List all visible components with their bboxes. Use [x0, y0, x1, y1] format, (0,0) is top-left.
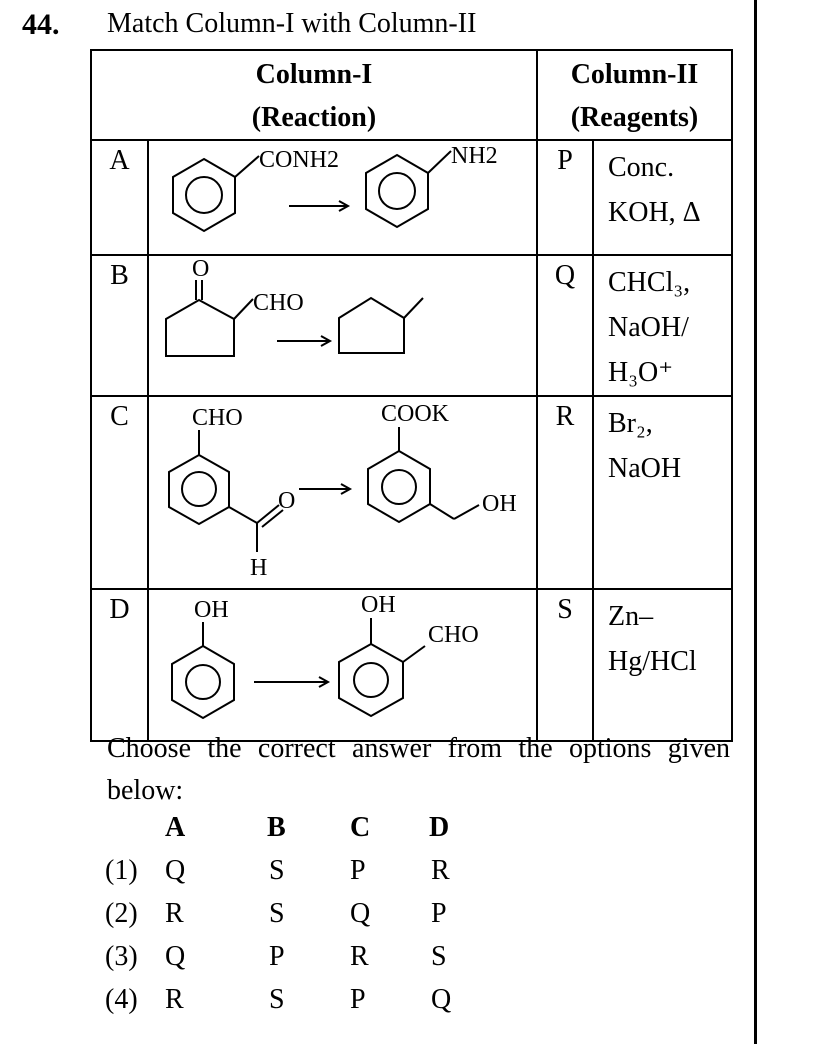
table-row-a — [91, 140, 732, 255]
column-2-header — [537, 50, 732, 140]
bond-line — [234, 299, 253, 319]
aromatic-circle-icon — [354, 663, 388, 697]
options-header: C — [350, 812, 371, 843]
row-label-b: B — [91, 255, 148, 396]
option-value: P — [350, 984, 366, 1015]
row-label-a: A — [91, 140, 148, 255]
option-value: Q — [165, 855, 186, 886]
benzene-ring-icon — [169, 455, 229, 524]
instruction-text: Choose the correct answer from the options given below: — [107, 733, 730, 806]
aromatic-circle-icon — [186, 177, 222, 213]
column-1-header — [91, 50, 537, 140]
reactant-group-label: OH — [194, 597, 229, 623]
hydrogen-label: H — [250, 555, 268, 581]
option-value: Q — [165, 941, 186, 972]
options-header: A — [165, 812, 186, 843]
row-label-c: C — [91, 396, 148, 589]
reagent-line: Conc. — [608, 152, 675, 183]
benzene-ring-icon — [339, 644, 403, 716]
reaction-d-structure — [149, 590, 538, 742]
reagent-line: NaOH — [608, 453, 682, 484]
bond-line — [229, 507, 257, 523]
option-value: S — [269, 898, 285, 929]
benzene-ring-icon — [366, 155, 428, 227]
aromatic-circle-icon — [186, 665, 220, 699]
reagent-s — [593, 589, 732, 741]
aromatic-circle-icon — [182, 472, 216, 506]
reagent-letter-q: Q — [537, 255, 593, 396]
bond-line — [404, 298, 423, 318]
option-value: R — [165, 898, 184, 929]
column-1-subtitle: (Reaction) — [251, 102, 377, 133]
option-value: P — [350, 855, 366, 886]
option-value: P — [431, 898, 447, 929]
option-number: (2) — [105, 898, 138, 929]
option-value: R — [431, 855, 450, 886]
question-number: 44. — [22, 8, 60, 41]
reagent-letter-p: P — [537, 140, 593, 255]
bond-line — [454, 505, 479, 519]
row-label-d: D — [91, 589, 148, 741]
reagent-line: H₃O⁺ — [608, 357, 673, 388]
aromatic-circle-icon — [379, 173, 415, 209]
question-text: Match Column-I with Column-II — [107, 8, 477, 39]
cyclopentane-ring-icon — [339, 298, 404, 353]
reagent-line: Br₂, — [608, 408, 653, 439]
bond-line — [235, 156, 259, 177]
reaction-d — [148, 589, 537, 741]
match-table — [90, 49, 733, 742]
reaction-c-structure — [149, 397, 538, 590]
reagent-q — [593, 255, 732, 396]
column-1-title: Column-I — [255, 59, 373, 90]
oxygen-label: O — [192, 256, 210, 282]
option-value: P — [269, 941, 285, 972]
option-value: R — [165, 984, 184, 1015]
column-2-title: Column-II — [570, 59, 699, 90]
option-value: S — [269, 984, 285, 1015]
table-row-b — [91, 255, 732, 396]
reaction-c — [148, 396, 537, 589]
oxygen-label: O — [278, 488, 296, 514]
column-2-subtitle: (Reagents) — [570, 102, 699, 133]
right-border-bar — [754, 0, 757, 1044]
benzene-ring-icon — [368, 451, 430, 522]
reagent-r — [593, 396, 732, 589]
options-header: D — [429, 812, 450, 843]
reaction-b — [148, 255, 537, 396]
product-group-label: NH2 — [451, 143, 498, 169]
reagent-line: NaOH/ — [608, 312, 689, 343]
product-side-group-label: CHO — [428, 622, 479, 648]
reagent-line: Zn– — [608, 601, 654, 632]
reagent-line: Hg/HCl — [608, 646, 697, 677]
options-header: B — [267, 812, 286, 843]
option-value: Q — [350, 898, 371, 929]
option-value: S — [431, 941, 447, 972]
reagent-p — [593, 140, 732, 255]
bond-line — [430, 504, 454, 519]
reagent-line: KOH, Δ — [608, 197, 701, 228]
cyclohexane-ring-icon — [166, 300, 234, 356]
aromatic-circle-icon — [382, 470, 416, 504]
benzene-ring-icon — [173, 159, 235, 231]
reagent-letter-r: R — [537, 396, 593, 589]
option-number: (3) — [105, 941, 138, 972]
reactant-group-label: CHO — [253, 290, 304, 316]
option-number: (1) — [105, 855, 138, 886]
table-header-row — [91, 50, 732, 140]
reagent-line: CHCl₃, — [608, 267, 691, 298]
bond-line — [428, 151, 451, 173]
reaction-a-structure — [149, 141, 538, 256]
reactant-group-label: CONH2 — [259, 147, 340, 173]
option-value: R — [350, 941, 369, 972]
product-side-group-label: OH — [482, 491, 517, 517]
reaction-b-structure — [149, 256, 538, 386]
reagent-letter-s: S — [537, 589, 593, 741]
table-row-c — [91, 396, 732, 589]
product-top-group-label: OH — [361, 592, 396, 618]
double-bond-line — [257, 505, 279, 523]
bond-line — [403, 646, 425, 662]
option-value: Q — [431, 984, 452, 1015]
product-top-group-label: COOK — [381, 401, 450, 427]
option-value: S — [269, 855, 285, 886]
reaction-a — [148, 140, 537, 255]
reactant-top-group-label: CHO — [192, 405, 243, 431]
benzene-ring-icon — [172, 646, 234, 718]
option-number: (4) — [105, 984, 138, 1015]
table-row-d — [91, 589, 732, 741]
